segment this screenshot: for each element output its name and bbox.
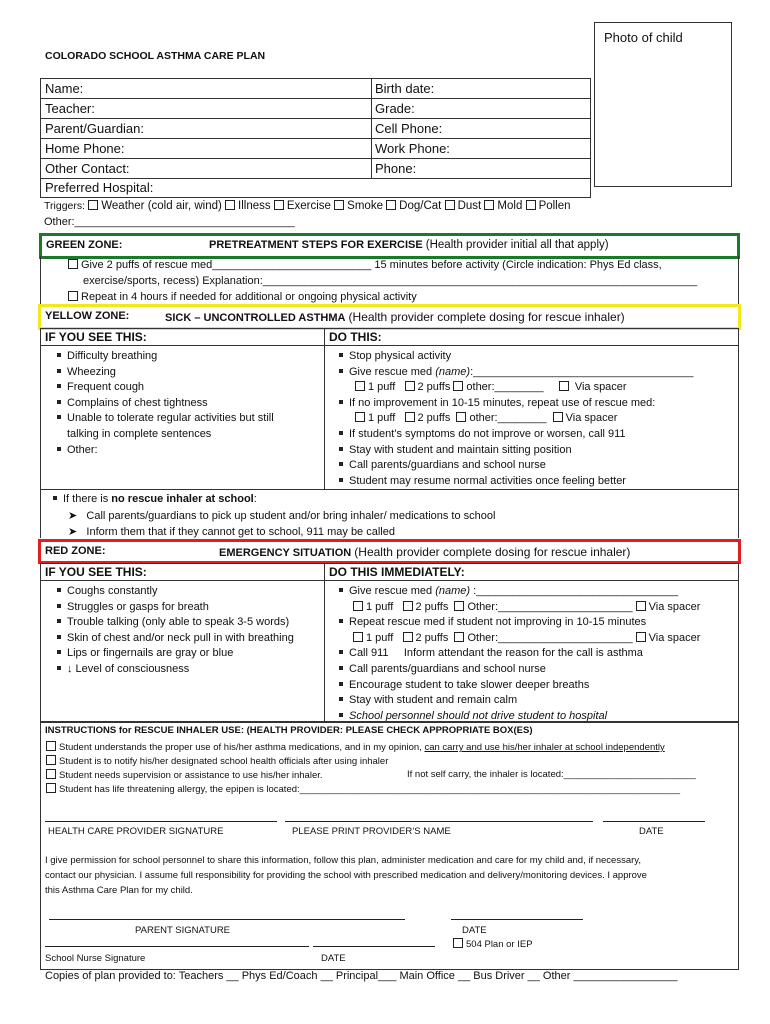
dose-row-2: 1 puff 2 puffs Other:______________________ Via spacer [339,631,700,647]
teacher-field[interactable]: Teacher: [45,101,95,116]
parent-date-line[interactable] [451,919,583,920]
list-item: Unable to tolerate regular activities but still [57,411,274,427]
arrow-item: ➤ Call parents/guardians to pick up student and/or bring inhaler/ medications to school [68,510,496,522]
trigger-exercise: Exercise [286,200,331,212]
list-item: ↓ Level of consciousness [57,662,294,678]
no-inhaler-note: If there is no rescue inhaler at school: [53,493,257,505]
checkbox[interactable] [274,200,284,210]
parent-field[interactable]: Parent/Guardian: [45,121,145,136]
trigger-pollen: Pollen [538,200,571,212]
provider-date-line[interactable] [603,821,705,822]
list-item: Difficulty breathing [57,349,274,365]
list-item: Wheezing [57,365,274,381]
page-title: COLORADO SCHOOL ASTHMA CARE PLAN [45,50,266,62]
red-do-head: DO THIS IMMEDIATELY: [329,565,465,579]
provider-signature-label: HEALTH CARE PROVIDER SIGNATURE [48,826,224,837]
parent-date-label: DATE [462,925,487,936]
instruction-4: Student has life threatening allergy, the epipen is located:________________________________________________________________________ [46,783,680,795]
red-zone-label: RED ZONE: [45,545,106,557]
other-contact-field[interactable]: Other Contact: [45,161,130,176]
nurse-date-label: DATE [321,953,346,964]
trigger-smoke: Smoke [347,200,383,212]
checkbox[interactable] [46,783,56,793]
checkbox[interactable] [46,769,56,779]
nurse-signature-line[interactable] [45,946,309,947]
list-item: Stay with student and maintain sitting position [339,443,693,459]
yellow-do-head: DO THIS: [329,330,382,344]
checkbox[interactable] [334,200,344,210]
parent-signature-label: PARENT SIGNATURE [135,925,231,936]
instructions-box [40,721,739,970]
list-item: Stop physical activity [339,349,693,365]
provider-date-label: DATE [639,826,664,837]
checkbox[interactable] [46,741,56,751]
birth-date-field[interactable]: Birth date: [375,81,435,96]
plan-504: 504 Plan or IEP [453,938,533,950]
photo-label: Photo of child [604,30,683,45]
inhaler-location[interactable]: If not self carry, the inhaler is located:_________________________ [407,769,696,780]
list-item: Call parents/guardians and school nurse [339,662,700,678]
work-phone-field[interactable]: Work Phone: [375,141,450,156]
instruction-1: Student understands the proper use of his/her asthma medications, and in my opinion, can carry and use his/her inhaler at school independently [46,741,665,753]
dose-row-2: 1 puff 2 puffs other:________ Via spacer [339,411,693,427]
list-item: Call parents/guardians and school nurse [339,458,693,474]
cell-phone-field[interactable]: Cell Phone: [375,121,443,136]
checkbox[interactable] [484,200,494,210]
photo-box [594,22,732,187]
list-item: Lips or fingernails are gray or blue [57,646,294,662]
list-item: Call 911 Inform attendant the reason for the call is asthma [339,646,700,662]
checkbox[interactable] [636,632,646,642]
list-item: Complains of chest tightness [57,396,274,412]
checkbox[interactable] [68,259,78,269]
yellow-zone-body [40,328,739,490]
checkbox[interactable] [405,412,415,422]
arrow-item: ➤ Inform them that if they cannot get to school, 911 may be called [68,526,395,538]
yellow-zone-label: YELLOW ZONE: [45,310,130,322]
yellow-see-head: IF YOU SEE THIS: [45,330,147,344]
info-table [40,78,591,198]
checkbox[interactable] [636,601,646,611]
parent-signature-line[interactable] [49,919,405,920]
checkbox[interactable] [386,200,396,210]
list-item: Encourage student to take slower deeper breaths [339,678,700,694]
home-phone-field[interactable]: Home Phone: [45,141,125,156]
instruction-2: Student is to notify his/her designated school health officials after using inhaler [46,755,388,767]
green-line-2: exercise/sports, recess) Explanation:_______________________________________________________________________ [83,275,698,287]
phone-field[interactable]: Phone: [375,161,417,176]
permission-text: I give permission for school personnel to share this information, follow this plan, administer medication and care for my child and, if necessary, contact our physician. I assume full responsibility for providing the school with prescribed medication and delivery/monitoring devices. I approve this Asthma Care Plan for my child. [45,855,647,896]
green-zone-title: PRETREATMENT STEPS FOR EXERCISE (Health provider initial all that apply) [209,239,609,251]
list-item: Other: [57,443,274,459]
checkbox[interactable] [353,632,363,642]
list-item: If no improvement in 10-15 minutes, repeat use of rescue med: [339,396,693,412]
provider-signature-line[interactable] [45,821,277,822]
yellow-zone-header [38,304,741,330]
list-item: Repeat rescue med if student not improving in 10-15 minutes [339,615,700,631]
provider-name-label: PLEASE PRINT PROVIDER’S NAME [292,826,451,837]
checkbox[interactable] [46,755,56,765]
list-item: If student’s symptoms do not improve or worsen, call 911 [339,427,693,443]
grade-field[interactable]: Grade: [375,101,415,116]
list-item: talking in complete sentences [67,427,212,440]
name-field[interactable]: Name: [45,81,84,96]
triggers-row [44,200,571,212]
checkbox[interactable] [454,601,464,611]
dose-row-1: 1 puff 2 puffs other:________ Via spacer [339,380,693,396]
checkbox[interactable] [405,381,415,391]
arrow-icon: ➤ [68,510,78,522]
copies-line: Copies of plan provided to: Teachers __ Phys Ed/Coach __ Principal___ Main Office __ Bus Driver __ Other _________________ [45,970,678,982]
list-item: Struggles or gasps for breath [57,600,294,616]
red-zone-body [40,563,739,723]
list-item: Coughs constantly [57,584,294,600]
checkbox[interactable] [355,412,365,422]
green-line-1: Give 2 puffs of rescue med__________________________ 15 minutes before activity (Circle indication: Phys Ed class, [68,259,662,271]
trigger-mold: Mold [497,200,523,212]
checkbox[interactable] [355,381,365,391]
list-item: Student may resume normal activities once feeling better [339,474,693,490]
checkbox[interactable] [445,200,455,210]
dose-row-1: 1 puff 2 puffs Other:______________________ Via spacer [339,600,700,616]
checkbox[interactable] [453,381,463,391]
checkbox[interactable] [68,291,78,301]
checkbox[interactable] [225,200,235,210]
list-item: Stay with student and remain calm [339,693,700,709]
list-item: Frequent cough [57,380,274,396]
checkbox[interactable] [403,601,413,611]
red-see-head: IF YOU SEE THIS: [45,565,147,579]
list-item: Give rescue med (name):____________________________________ [339,365,693,381]
provider-name-line[interactable] [285,821,593,822]
list-item: Trouble talking (only able to speak 3-5 words) [57,615,294,631]
trigger-weather: Weather (cold air, wind) [101,200,222,212]
trigger-dogcat: Dog/Cat [399,200,442,212]
nurse-signature-label: School Nurse Signature [45,953,146,964]
red-zone-title: EMERGENCY SITUATION (Health provider complete dosing for rescue inhaler) [219,545,631,559]
checkbox[interactable] [559,381,569,391]
list-item: School personnel should not drive student to hospital [339,709,700,725]
green-line-3: Repeat in 4 hours if needed for additional or ongoing physical activity [68,291,417,303]
checkbox[interactable] [553,412,563,422]
yellow-zone-title: SICK – UNCONTROLLED ASTHMA (Health provider complete dosing for rescue inhaler) [165,310,625,324]
checkbox[interactable] [526,200,536,210]
trigger-dust: Dust [457,200,482,212]
list-item: Skin of chest and/or neck pull in with breathing [57,631,294,647]
hospital-field[interactable]: Preferred Hospital: [45,180,154,195]
triggers-other[interactable]: Other:____________________________________ [44,216,295,228]
red-zone-header [38,539,741,564]
nurse-date-line[interactable] [313,946,435,947]
arrow-icon: ➤ [68,526,78,538]
checkbox[interactable] [403,632,413,642]
list-item: Give rescue med (name) :_________________________________ [339,584,700,600]
triggers-label: Triggers: [44,200,86,212]
trigger-illness: Illness [238,200,271,212]
instruction-3: Student needs supervision or assistance to use his/her inhaler. [46,769,323,781]
checkbox[interactable] [453,938,463,948]
checkbox[interactable] [353,601,363,611]
checkbox[interactable] [456,412,466,422]
checkbox[interactable] [88,200,98,210]
checkbox[interactable] [454,632,464,642]
green-zone-label: GREEN ZONE: [46,239,123,251]
instructions-heading: INSTRUCTIONS for RESCUE INHALER USE: (HEALTH PROVIDER: PLEASE CHECK APPROPRIATE BOX(ES) [45,725,533,736]
